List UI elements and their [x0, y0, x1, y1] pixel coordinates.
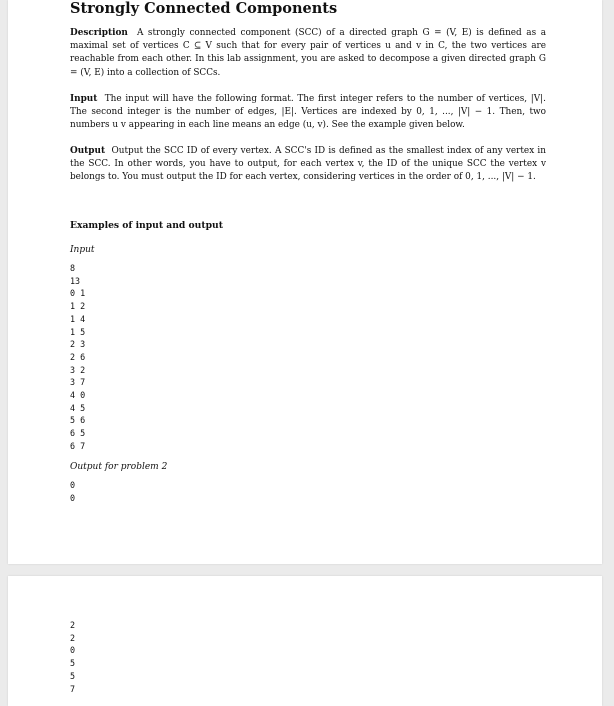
- input-line: 1 4: [70, 313, 86, 324]
- examples-heading: Examples of input and output: [70, 220, 223, 231]
- input-line: 1 2: [70, 301, 86, 312]
- input-paragraph: [70, 93, 546, 133]
- input-label: Input: [70, 94, 98, 104]
- input-line: 3 2: [70, 364, 86, 375]
- input-line: 4 0: [70, 390, 86, 401]
- output-line: 0: [70, 645, 76, 656]
- output-line: 2: [70, 620, 76, 630]
- output-line: 5: [70, 670, 76, 681]
- output-line: 0: [70, 492, 76, 503]
- input-line: 1 5: [70, 326, 86, 337]
- input-line: 6 5: [70, 428, 86, 439]
- input-line: 13: [70, 275, 81, 286]
- output-paragraph: [70, 145, 546, 185]
- example-input-lines: [70, 262, 85, 453]
- example-output-label: Output for problem 2: [70, 462, 168, 472]
- document-title: Strongly Connected Components: [70, 0, 338, 17]
- input-line: 5 6: [70, 415, 86, 426]
- output-line: 7: [70, 683, 76, 694]
- input-line: 6 7: [70, 440, 86, 451]
- example-input-label: Input: [70, 245, 95, 255]
- next-page-card: [8, 576, 602, 706]
- output-line: 0: [70, 480, 76, 490]
- example-output-lines: [70, 479, 75, 504]
- continued-output-lines: [70, 619, 75, 695]
- output-line: 2: [70, 632, 76, 643]
- description-paragraph: [70, 27, 546, 80]
- input-line: 3 7: [70, 377, 86, 388]
- output-line: 5: [70, 658, 76, 669]
- input-line: 2 3: [70, 339, 86, 350]
- input-line: 4 5: [70, 402, 86, 413]
- input-text: The input will have the following format. The first integer refers to the number of vertices, |V|. The second integer is the number of edges, |E|. Vertices are indexed by 0, 1, ..., |V| − 1. Then, two numbers u v appearing in each line means an edge (u, v). See the example given below.: [70, 94, 546, 131]
- input-line: 2 6: [70, 351, 86, 362]
- description-label: Description: [70, 28, 128, 38]
- page-card: [8, 0, 602, 564]
- output-text: Output the SCC ID of every vertex. A SCC's ID is defined as the smallest index of any vertex in the SCC. In other words, you have to output, for each vertex v, the ID of the unique SCC the vertex v belongs to. You must output the ID for each vertex, considering vertices in the order of 0, 1, ..., |V| − 1.: [70, 146, 546, 183]
- input-line: 0 1: [70, 288, 86, 299]
- input-line: 8: [70, 263, 76, 273]
- output-label: Output: [70, 146, 106, 156]
- description-text: A strongly connected component (SCC) of a directed graph G = (V, E) is defined as a maximal set of vertices C ⊆ V such that for every pair of vertices u and v in C, the two vertices are reachable from each other. In this lab assignment, you are asked to decompose a given directed graph G = (V, E) into a collection of SCCs.: [70, 28, 546, 78]
